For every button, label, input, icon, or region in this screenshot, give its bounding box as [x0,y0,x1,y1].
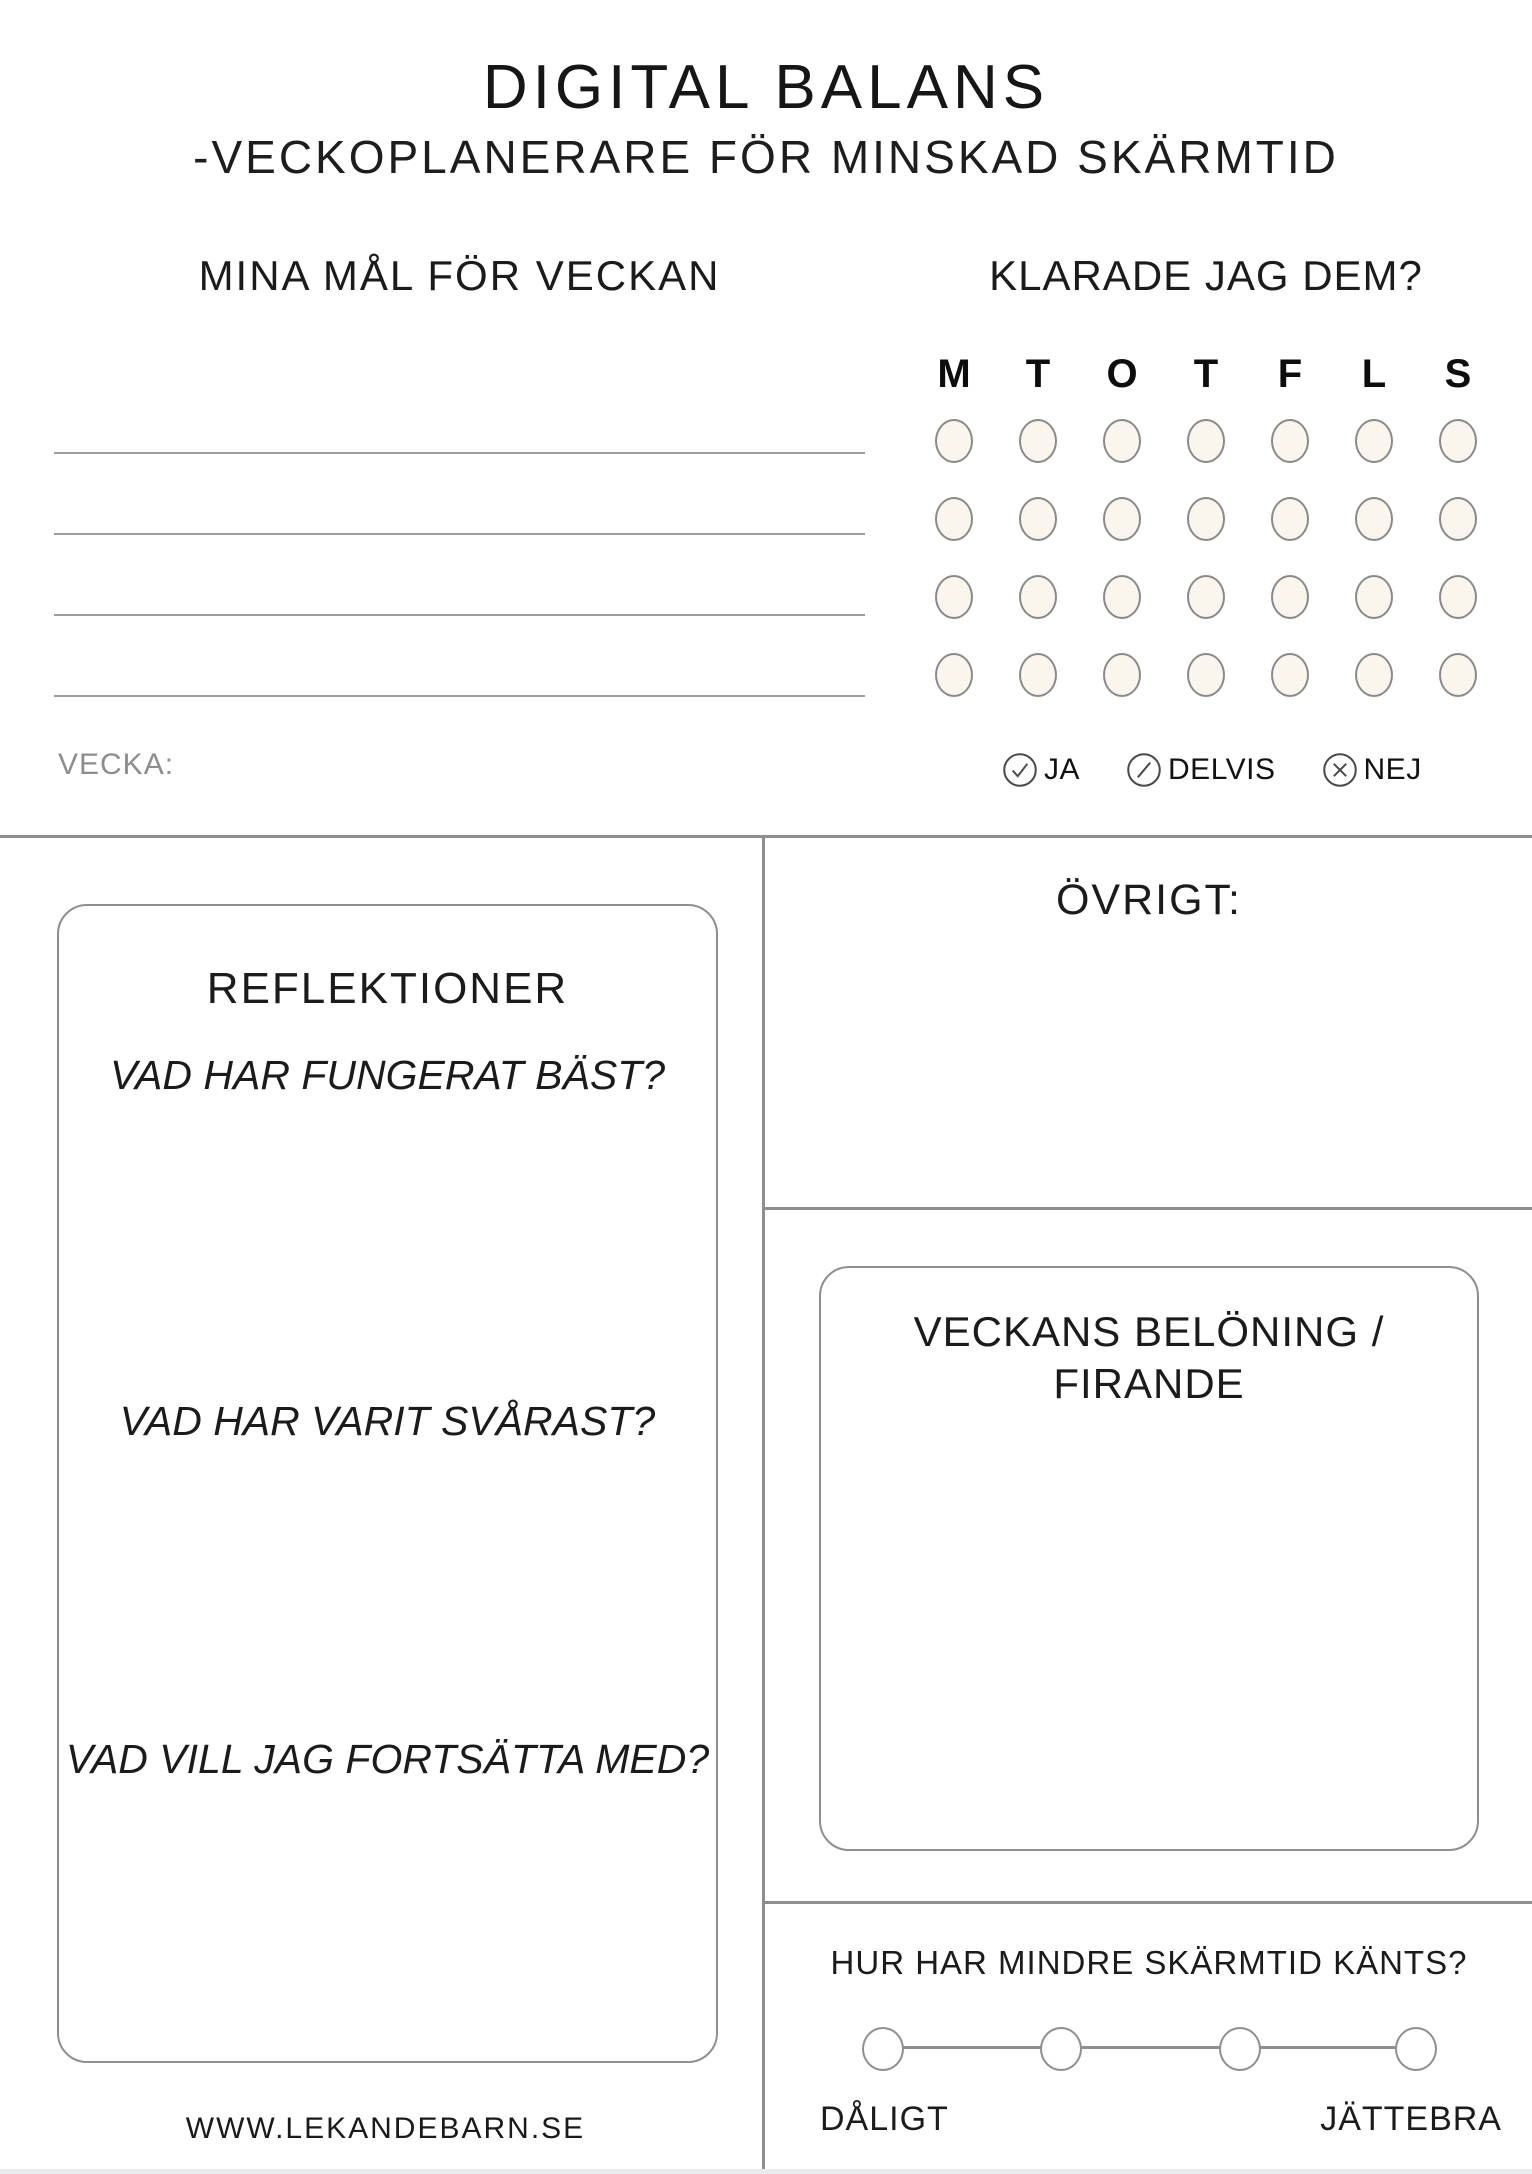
scale-point[interactable] [1395,2027,1437,2071]
horizontal-divider-right-2 [765,1901,1532,1904]
scale-max-label: JÄTTEBRA [1320,2100,1502,2138]
cross-circle-icon [1322,752,1358,788]
day-status-circle[interactable] [1103,575,1141,619]
tracker-cell [1332,497,1416,541]
day-letter: L [1361,352,1387,396]
tracker-row [912,419,1500,463]
reflections-heading: REFLEKTIONER [206,964,569,1013]
day-status-circle[interactable] [1103,653,1141,697]
day-status-circle[interactable] [935,575,973,619]
day-status-circle[interactable] [1271,575,1309,619]
check-circle-icon [1002,752,1038,788]
tracker-cell [1248,575,1332,619]
day-status-circle[interactable] [935,653,973,697]
tracker-row [912,497,1500,541]
day-status-circle[interactable] [1103,497,1141,541]
day-letter: S [1444,352,1472,396]
day-letter: T [1193,352,1219,396]
day-status-circle[interactable] [935,497,973,541]
tracker-row [912,575,1500,619]
goal-writing-line[interactable] [54,614,865,616]
tracker-legend [1002,752,1422,788]
day-status-circle[interactable] [1019,575,1057,619]
reflections-box[interactable] [57,904,718,2063]
website-footer: WWW.LEKANDEBARN.SE [185,2112,586,2145]
reflection-question-2: VAD HAR VARIT SVÅRAST? [119,1398,656,1444]
feeling-question-heading: HUR HAR MINDRE SKÄRMTID KÄNTS? [830,1944,1468,1981]
legend-item [1322,752,1422,788]
other-section-heading: ÖVRIGT: [1055,876,1243,924]
day-status-circle[interactable] [1187,575,1225,619]
day-letter: F [1277,352,1303,396]
tracker-cell [1416,653,1500,697]
day-status-circle[interactable] [1439,497,1477,541]
tracker-cell [1248,419,1332,463]
day-status-circle[interactable] [1019,497,1057,541]
tracker-cell [1248,497,1332,541]
slash-circle-icon [1126,752,1162,788]
tracker-cell [912,419,996,463]
day-status-circle[interactable] [1439,575,1477,619]
week-number-label: VECKA: [58,748,175,781]
tracker-cell [1332,653,1416,697]
tracker-section-heading: KLARADE JAG DEM? [989,252,1423,299]
tracker-cell [996,497,1080,541]
tracker-cell [1080,497,1164,541]
day-status-circle[interactable] [1271,419,1309,463]
page-subtitle: -VECKOPLANERARE FÖR MINSKAD SKÄRMTID [193,131,1339,183]
reward-heading-line1: VECKANS BELÖNING / [913,1308,1385,1355]
tracker-cell [1416,497,1500,541]
day-status-circle[interactable] [1355,653,1393,697]
reflection-question-1: VAD HAR FUNGERAT BÄST? [109,1052,666,1098]
page-bottom-edge [0,2169,1532,2174]
reward-box[interactable] [819,1266,1479,1851]
weekday-header-row [912,352,1500,397]
tracker-cell [996,419,1080,463]
scale-min-label: DÅLIGT [820,2100,949,2138]
tracker-cell [1080,419,1164,463]
legend-item [1126,752,1276,788]
day-status-circle[interactable] [1355,497,1393,541]
scale-point[interactable] [862,2027,904,2071]
tracker-cell [1164,497,1248,541]
tracker-cell [1080,653,1164,697]
day-status-circle[interactable] [935,419,973,463]
vertical-divider [762,835,765,2174]
tracker-cell [912,575,996,619]
tracker-circle-grid [912,419,1500,697]
legend-item [1002,752,1080,788]
tracker-cell [1416,575,1500,619]
scale-point[interactable] [1219,2027,1261,2071]
tracker-cell [912,497,996,541]
tracker-row [912,653,1500,697]
goal-writing-line[interactable] [54,533,865,535]
tracker-cell [1416,419,1500,463]
tracker-cell [1332,575,1416,619]
feeling-rating-scale [862,2027,1435,2069]
tracker-cell [1080,575,1164,619]
legend-label: NEJ [1363,753,1422,786]
day-status-circle[interactable] [1187,653,1225,697]
tracker-cell [996,653,1080,697]
day-status-circle[interactable] [1187,419,1225,463]
tracker-cell [912,653,996,697]
reward-heading-line2: FIRANDE [1053,1360,1245,1407]
goal-writing-line[interactable] [54,695,865,697]
reward-heading [821,1306,1477,1410]
scale-point[interactable] [1040,2027,1082,2071]
tracker-cell [1164,575,1248,619]
tracker-cell [1164,419,1248,463]
goal-writing-line[interactable] [54,452,865,454]
day-status-circle[interactable] [1355,419,1393,463]
day-status-circle[interactable] [1187,497,1225,541]
day-status-circle[interactable] [1271,653,1309,697]
tracker-cell [1164,653,1248,697]
tracker-cell [1332,419,1416,463]
legend-label: JA [1044,753,1081,786]
tracker-cell [1248,653,1332,697]
day-status-circle[interactable] [1103,419,1141,463]
day-status-circle[interactable] [1355,575,1393,619]
day-letter: O [1106,352,1138,396]
horizontal-divider-top [0,835,1532,838]
day-letter: M [937,352,971,396]
day-status-circle[interactable] [1271,497,1309,541]
horizontal-divider-right-1 [765,1207,1532,1210]
legend-label: DELVIS [1168,753,1276,786]
page-title: DIGITAL BALANS [482,53,1050,122]
day-status-circle[interactable] [1019,419,1057,463]
day-status-circle[interactable] [1439,419,1477,463]
day-status-circle[interactable] [1019,653,1057,697]
day-status-circle[interactable] [1439,653,1477,697]
scale-connector-line [880,2046,1417,2049]
goals-section-heading: MINA MÅL FÖR VECKAN [198,252,721,299]
reflection-question-3: VAD VILL JAG FORTSÄTTA MED? [65,1736,710,1782]
day-letter: T [1025,352,1051,396]
tracker-cell [996,575,1080,619]
